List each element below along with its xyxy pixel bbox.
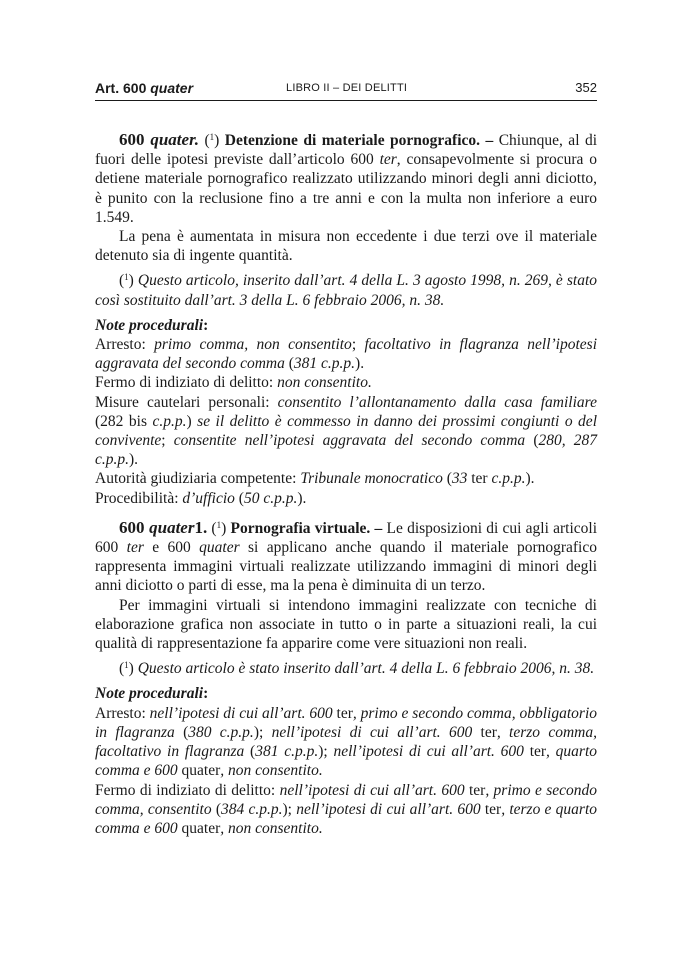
article-600-quater1-paragraph-2: Per immagini virtuali si intendono immagini realizzate con tecniche di elaborazione grafica non associate in tutto o in parte a situazioni reali, la cui qualità di rappresentazione fa apparire come vere situazioni non reali. (95, 596, 597, 653)
running-header (95, 78, 597, 101)
article-600-quater1-footnote: ($^1$) Questo articolo è stato inserito dall’art. 4 della L. 6 febbraio 2006, n. 38. (119, 660, 595, 678)
document-body (95, 130, 597, 838)
article-600-quater-footnote: ($^1$) Questo articolo, inserito dall’art. 4 della L. 3 agosto 1998, n. 269, è stato così sostituito dall’art. 3 della L. 6 febbraio 2006, n. 38. (95, 272, 598, 309)
footnote-reference: 1 (216, 519, 222, 530)
header-section-title: LIBRO II – DEI DELITTI (286, 82, 408, 94)
page-number: 352 (575, 80, 597, 95)
article-title: Pornografia virtuale. – (230, 519, 383, 537)
note-procedibilita: Procedibilità: d’ufficio (50 c.p.p.). (95, 489, 307, 507)
article-number: 600 quater. (119, 130, 199, 149)
note-fermo: Fermo di indiziato di delitto: nell’ipotesi di cui all’art. 600 ter, primo e secondo comma, consentito (384 c.p.p.); nell’ipotesi di cui all’art. 600 ter, terzo e quarto comma e 600 quater, non consentito. (95, 781, 598, 837)
article-600-quater-paragraph-2: La pena è aumentata in misura non eccedente i due terzi ove il materiale detenuto sia di ingente quantità. (95, 228, 597, 265)
procedural-notes-heading: Note procedurali: (95, 685, 209, 703)
article-title: Detenzione di materiale pornografico. – (224, 132, 494, 149)
note-misure-cautelari: Misure cautelari personali: consentito l’allontanamento dalla casa familiare (282 bis c.p.p.) se il delitto è commesso in danno dei prossimi congiunti o del convivente; consentite nell’ipotesi aggravata del secondo comma (280, 287 c.p.p.). (95, 393, 597, 469)
note-arresto: Arresto: primo comma, non consentito; facoltativo in flagranza nell’ipotesi aggravata del secondo comma (381 c.p.p.). (95, 336, 598, 373)
note-arresto: Arresto: nell’ipotesi di cui all’art. 600 ter, primo e secondo comma, obbligatorio in flagranza (380 c.p.p.); nell’ipotesi di cui all’art. 600 ter, terzo comma, facoltativo in flagranza (381 c.p.p.); nell’ipotesi di cui all’art. 600 ter, quarto comma e 600 quater, non consentito. (95, 704, 598, 780)
footnote-reference: 1 (209, 132, 215, 142)
header-article-label: Art. 600 quater (95, 80, 194, 96)
article-600-quater-paragraph-1: 600 quater. ($^1$) Detenzione di materiale pornografico. – Chiunque, al di fuori delle ipotesi previste dall’articolo 600 ter, consapevolmente si procura o detiene materiale pornografico realizzato utilizzando minori degli anni diciotto, è punito con la reclusione fino a tre anni e con la multa non inferiore a euro 1.549. (95, 130, 598, 226)
note-fermo: Fermo di indiziato di delitto: non consentito. (95, 374, 372, 392)
article-600-quater1-paragraph-1: 600 quater1. ($^1$) Pornografia virtuale. – Le disposizioni di cui agli articoli 600 ter e 600 quater si applicano anche quando il materiale pornografico rappresenta immagini virtuali realizzate utilizzando immagini di minori degli anni diciotto o parti di esse, ma la pena è diminuita di un terzo. (95, 517, 598, 595)
article-number: 600 quater1. (119, 517, 208, 537)
procedural-notes-heading: Note procedurali: (95, 316, 209, 334)
note-autorita: Autorità giudiziaria competente: Tribunale monocratico (33 ter c.p.p.). (95, 470, 535, 488)
